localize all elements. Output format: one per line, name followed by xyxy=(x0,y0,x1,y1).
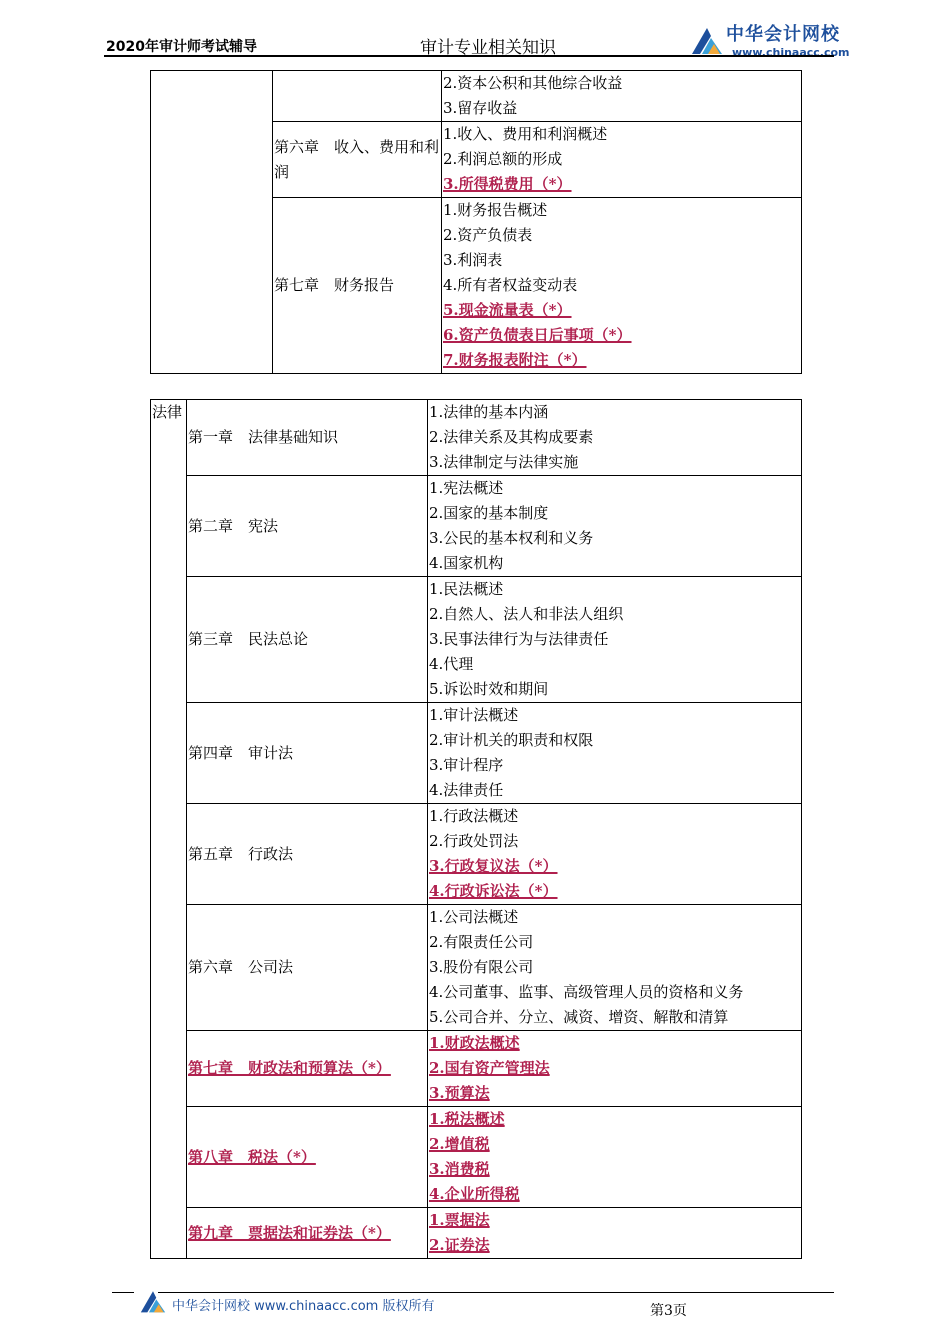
list-item-key: 6.资产负债表日后事项（*） xyxy=(443,326,632,344)
footer-copyright[interactable]: 中华会计网校 www.chinaacc.com 版权所有 xyxy=(172,1299,435,1314)
section-list xyxy=(428,703,802,804)
list-item: 1.财政法概述 xyxy=(429,1034,520,1052)
list-item: 2.有限责任公司 xyxy=(429,933,534,951)
section-list xyxy=(428,905,802,1031)
table-row xyxy=(151,1208,802,1259)
list-item: 3.留存收益 xyxy=(443,99,518,117)
list-item: 2.自然人、法人和非法人组织 xyxy=(429,605,624,623)
list-item: 2.增值税 xyxy=(429,1135,490,1153)
chapter-title: 第五章 行政法 xyxy=(188,844,294,863)
list-item: 1.行政法概述 xyxy=(429,807,519,825)
list-item: 1.税法概述 xyxy=(429,1110,505,1128)
law-chapter-table xyxy=(150,399,802,1259)
section-list xyxy=(442,198,802,374)
list-item: 1.票据法 xyxy=(429,1211,490,1229)
section-list xyxy=(428,1208,802,1259)
table-row xyxy=(151,400,802,476)
footer-divider xyxy=(158,1292,834,1293)
logo-mark-icon xyxy=(690,24,724,56)
list-item: 3.预算法 xyxy=(429,1084,490,1102)
list-item-key: 3.所得税费用（*） xyxy=(443,175,572,193)
section-list xyxy=(428,476,802,577)
chapter-cell xyxy=(187,476,428,577)
chapter-title: 第一章 法律基础知识 xyxy=(188,428,339,446)
section-list xyxy=(428,577,802,703)
chapter-title: 第二章 宪法 xyxy=(188,516,279,535)
list-item: 3.股份有限公司 xyxy=(429,958,534,976)
list-item: 3.审计程序 xyxy=(429,756,504,774)
list-item: 2.行政处罚法 xyxy=(429,832,519,850)
section-list xyxy=(428,1031,802,1107)
list-item: 4.所有者权益变动表 xyxy=(443,276,578,294)
list-item: 4.代理 xyxy=(429,655,474,673)
chapter-title: 第八章 税法（*） xyxy=(188,1147,316,1166)
list-item: 4.法律责任 xyxy=(429,781,504,799)
logo-url: www.chinaacc.com xyxy=(732,46,850,59)
section-list xyxy=(442,71,802,122)
chapter-title: 第七章 财政法和预算法（*） xyxy=(188,1059,391,1077)
header-divider xyxy=(104,55,834,57)
list-item: 5.诉讼时效和期间 xyxy=(429,680,549,698)
list-item: 1.宪法概述 xyxy=(429,479,504,497)
chapter-cell xyxy=(187,400,428,476)
list-item: 1.公司法概述 xyxy=(429,908,519,926)
list-item: 2.审计机关的职责和权限 xyxy=(429,731,594,749)
list-item: 1.财务报告概述 xyxy=(443,201,548,219)
list-item: 2.利润总额的形成 xyxy=(443,150,563,168)
table-row xyxy=(151,703,802,804)
list-item: 2.资本公积和其他综合收益 xyxy=(443,74,623,92)
chapter-title: 第七章 财务报告 xyxy=(273,198,442,374)
list-item: 3.公民的基本权利和义务 xyxy=(429,529,594,547)
table-row xyxy=(151,476,802,577)
list-item: 4.公司董事、监事、高级管理人员的资格和义务 xyxy=(429,983,744,1001)
chapter-cell xyxy=(187,804,428,905)
list-item: 1.民法概述 xyxy=(429,580,504,598)
logo-name: 中华会计网校 xyxy=(726,24,840,45)
list-item: 2.法律关系及其构成要素 xyxy=(429,428,594,446)
page-number: 第3页 xyxy=(650,1303,687,1319)
list-item: 3.民事法律行为与法律责任 xyxy=(429,630,609,648)
section-list xyxy=(428,1107,802,1208)
chapter-cell xyxy=(187,905,428,1031)
chapter-title: 第四章 审计法 xyxy=(188,743,294,762)
list-item: 4.行政诉讼法（*） xyxy=(429,882,558,900)
list-item: 3.利润表 xyxy=(443,251,503,269)
site-logo[interactable] xyxy=(690,20,870,64)
subject-cell: 法律 xyxy=(151,400,187,1259)
list-item: 3.法律制定与法律实施 xyxy=(429,453,579,471)
list-item: 5.公司合并、分立、减资、增资、解散和清算 xyxy=(429,1008,729,1026)
table-row xyxy=(151,71,802,122)
chapter-title: 第六章 公司法 xyxy=(188,958,294,976)
list-item: 1.审计法概述 xyxy=(429,706,519,724)
chapter-title: 第三章 民法总论 xyxy=(188,630,309,648)
list-item: 1.法律的基本内涵 xyxy=(429,403,549,421)
table-row xyxy=(151,804,802,905)
list-item: 1.收入、费用和利润概述 xyxy=(443,125,608,143)
chapter-cell xyxy=(187,1208,428,1259)
header-exam-title: 2020年审计师考试辅导 xyxy=(106,39,257,55)
list-item: 3.行政复议法（*） xyxy=(429,857,558,875)
table-row xyxy=(151,577,802,703)
section-list xyxy=(428,804,802,905)
list-item: 2.国家的基本制度 xyxy=(429,504,549,522)
list-item: 2.证券法 xyxy=(429,1236,490,1254)
accounting-chapter-table-continued xyxy=(150,70,802,374)
list-item-key: 7.财务报表附注（*） xyxy=(443,351,587,369)
chapter-cell xyxy=(187,703,428,804)
list-item: 4.国家机构 xyxy=(429,554,504,572)
chapter-cell xyxy=(187,1031,428,1107)
section-list xyxy=(428,400,802,476)
section-list xyxy=(442,122,802,198)
footer-divider-left xyxy=(112,1292,134,1293)
chapter-cell-empty xyxy=(273,71,442,122)
chapter-cell xyxy=(187,1107,428,1208)
chapter-cell xyxy=(187,577,428,703)
list-item: 2.国有资产管理法 xyxy=(429,1059,550,1077)
chapter-title: 第六章 收入、费用和利润 xyxy=(273,122,442,198)
list-item: 2.资产负债表 xyxy=(443,226,533,244)
list-item-key: 5.现金流量表（*） xyxy=(443,301,572,319)
chapter-title: 第九章 票据法和证券法（*） xyxy=(188,1223,391,1242)
table-row xyxy=(151,905,802,1031)
subject-cell-empty xyxy=(151,71,273,374)
list-item: 4.企业所得税 xyxy=(429,1185,520,1203)
table-row xyxy=(151,1031,802,1107)
header-subject: 审计专业相关知识 xyxy=(420,38,556,58)
list-item: 3.消费税 xyxy=(429,1160,490,1178)
table-row xyxy=(151,1107,802,1208)
